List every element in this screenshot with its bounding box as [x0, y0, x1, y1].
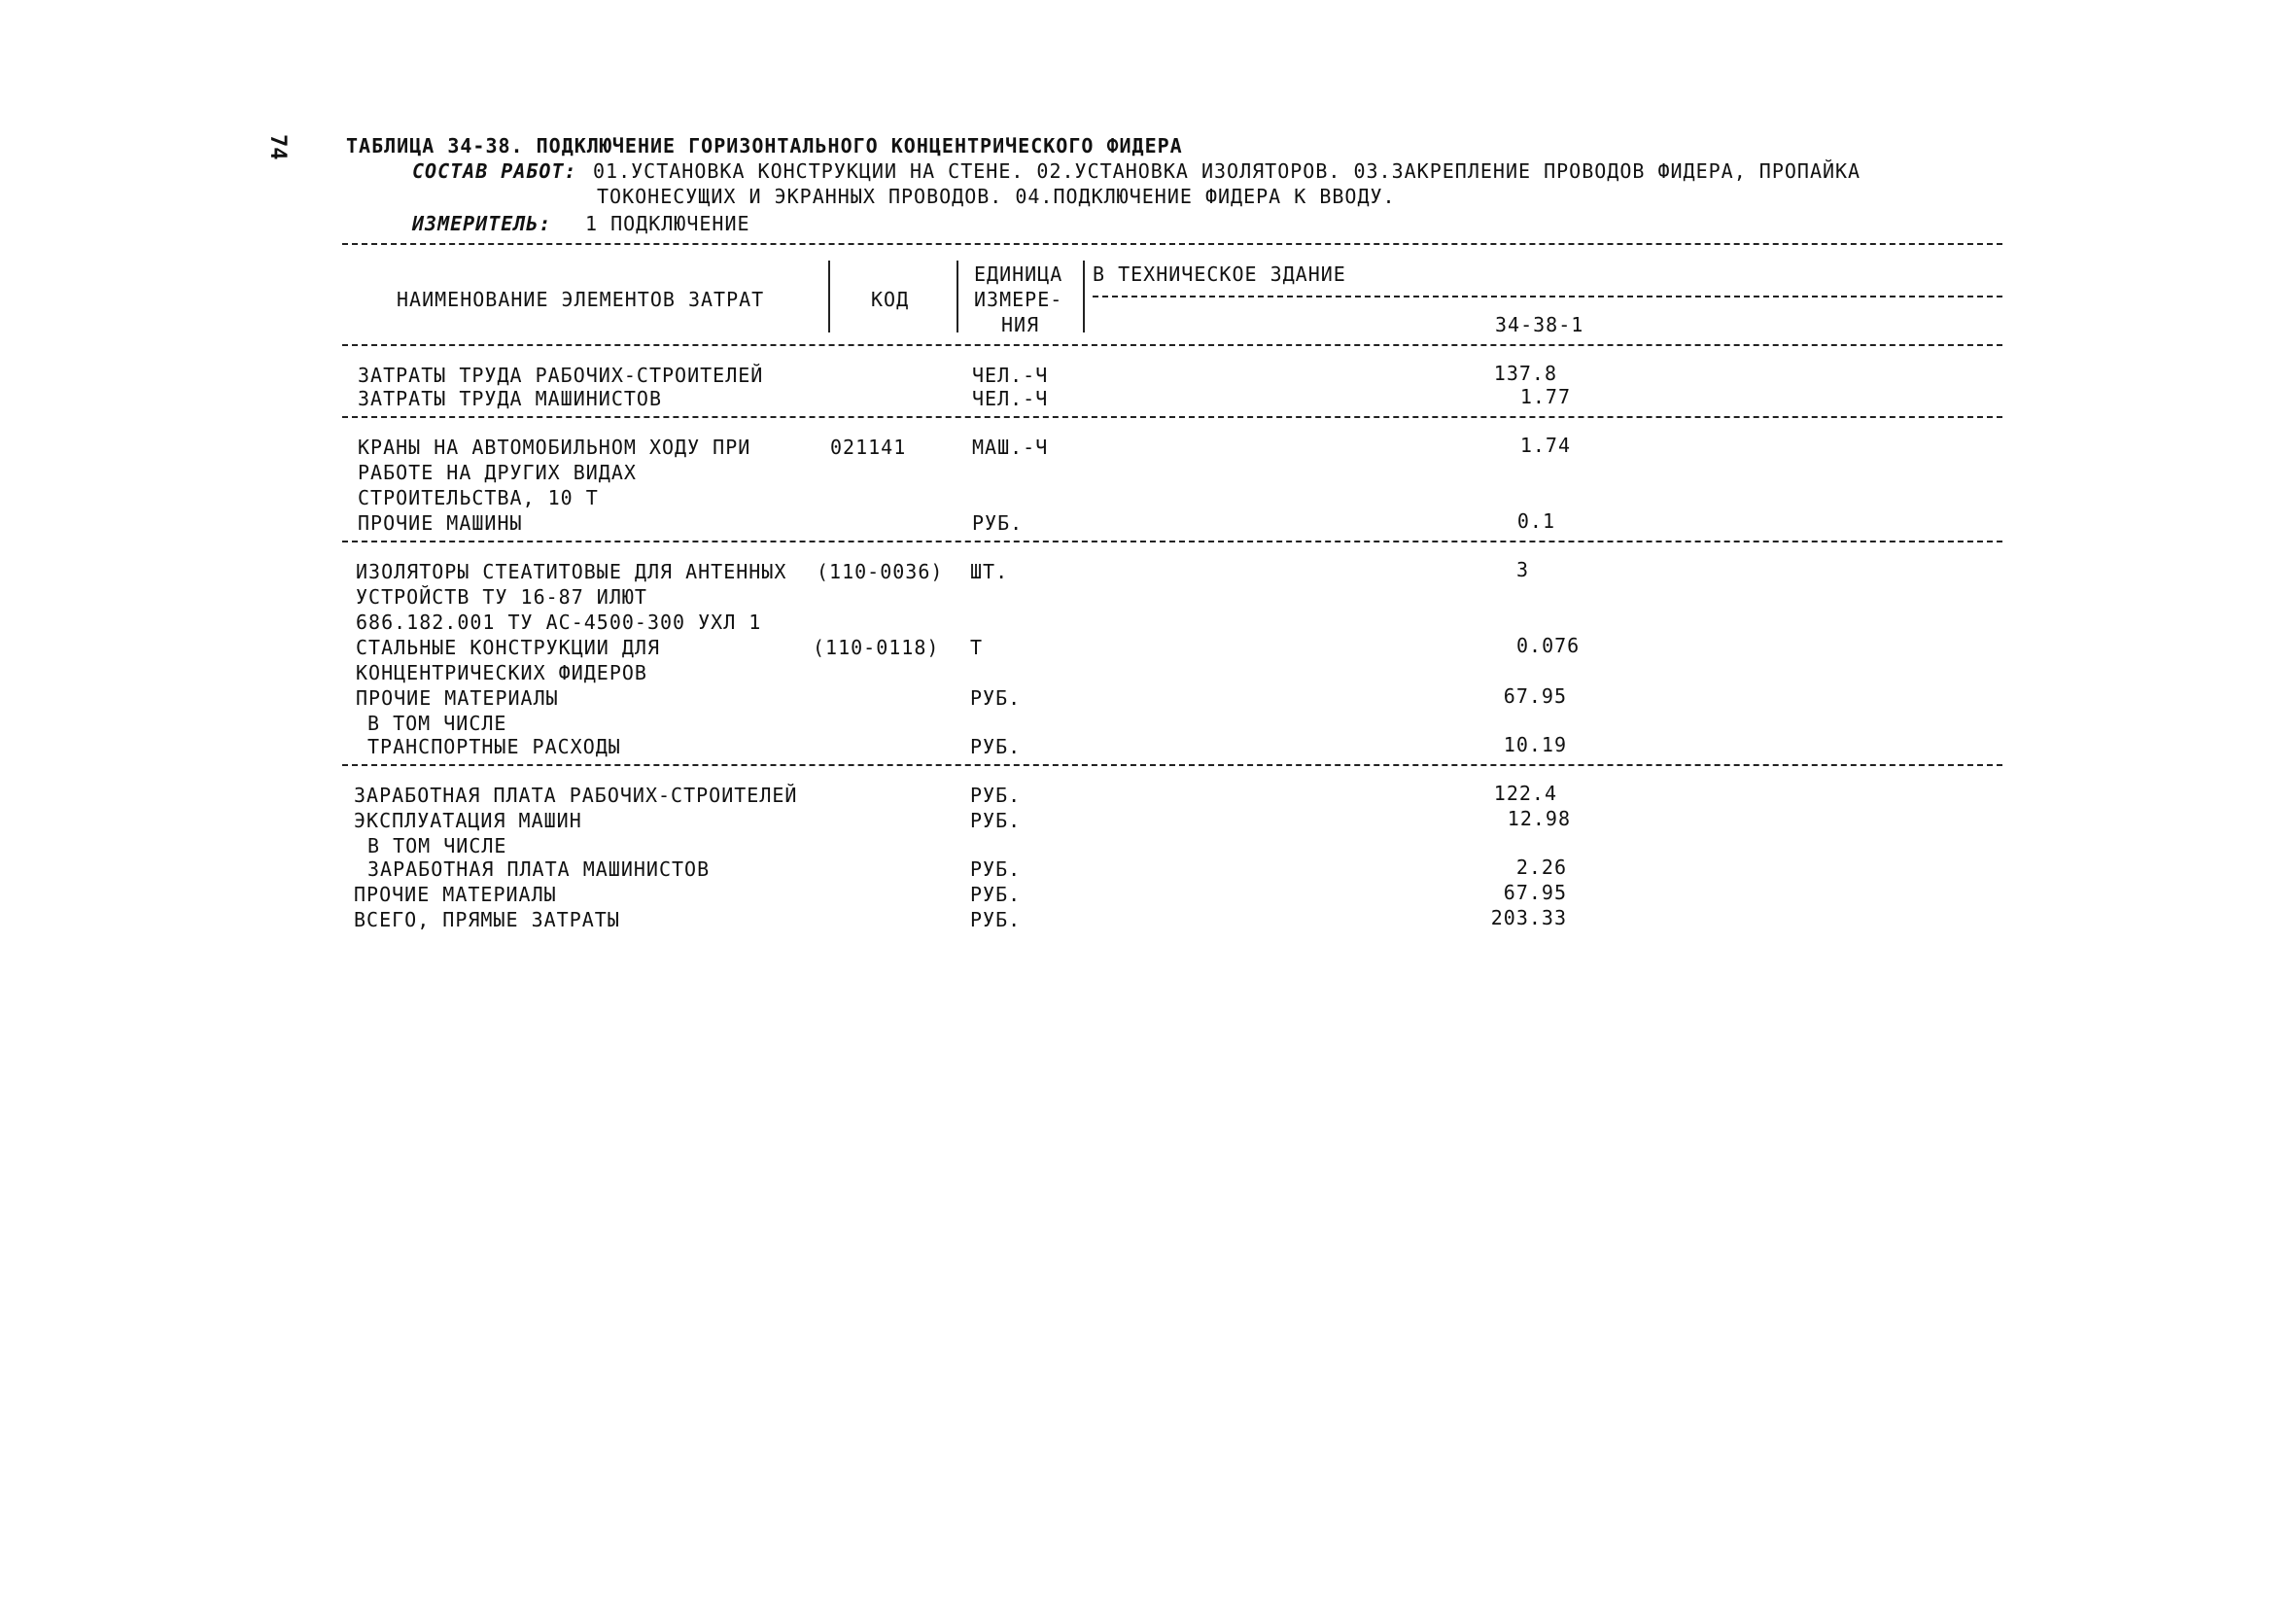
- row-name: ПРОЧИЕ МАТЕРИАЛЫ: [354, 883, 557, 906]
- row-value: 1.77: [1519, 385, 1571, 408]
- row-value: 1.74: [1519, 434, 1571, 457]
- row-unit: ЧЕЛ.-Ч: [972, 364, 1049, 387]
- row-name: ТРАНСПОРТНЫЕ РАСХОДЫ: [367, 735, 621, 758]
- work-composition-line-2: ТОКОНЕСУЩИХ И ЭКРАННЫХ ПРОВОДОВ. 04.ПОДКЛЮЧЕНИЕ ФИДЕРА К ВВОДУ.: [597, 185, 1396, 208]
- header-name: НАИМЕНОВАНИЕ ЭЛЕМЕНТОВ ЗАТРАТ: [397, 288, 765, 311]
- row-value: 12.98: [1507, 807, 1571, 830]
- row-unit: ЧЕЛ.-Ч: [972, 387, 1049, 410]
- header-unit: ИЗМЕРЕ-: [974, 288, 1063, 311]
- section-rule: [342, 764, 2002, 766]
- measure-value: 1 ПОДКЛЮЧЕНИЕ: [585, 212, 750, 235]
- row-name: 686.182.001 ТУ АС-4500-300 УХЛ 1: [356, 611, 762, 634]
- row-code: 021141: [830, 436, 907, 459]
- row-name: ЗАТРАТЫ ТРУДА МАШИНИСТОВ: [358, 387, 662, 410]
- row-unit: РУБ.: [970, 883, 1022, 906]
- row-unit: РУБ.: [970, 809, 1022, 832]
- row-name: ПРОЧИЕ МАТЕРИАЛЫ: [356, 686, 559, 710]
- header-unit: ЕДИНИЦА: [974, 262, 1063, 286]
- header-inner-rule: [1093, 296, 2002, 297]
- row-value: 2.26: [1515, 856, 1567, 879]
- row-unit: РУБ.: [970, 908, 1022, 931]
- row-value: 137.8: [1493, 362, 1557, 385]
- row-name: СТАЛЬНЫЕ КОНСТРУКЦИИ ДЛЯ: [356, 636, 660, 659]
- row-name: ЗАРАБОТНАЯ ПЛАТА РАБОЧИХ-СТРОИТЕЛЕЙ: [354, 784, 798, 807]
- header-separator: [957, 261, 958, 332]
- row-unit: РУБ.: [972, 511, 1024, 535]
- work-composition-line-1: 01.УСТАНОВКА КОНСТРУКЦИИ НА СТЕНЕ. 02.УСТАНОВКА ИЗОЛЯТОРОВ. 03.ЗАКРЕПЛЕНИЕ ПРОВОДОВ ФИДЕРА, ПРОПАЙКА: [593, 159, 1861, 183]
- row-value: 67.95: [1503, 881, 1567, 904]
- table-title: ТАБЛИЦА 34-38. ПОДКЛЮЧЕНИЕ ГОРИЗОНТАЛЬНОГО КОНЦЕНТРИЧЕСКОГО ФИДЕРА: [346, 134, 1183, 157]
- row-value: 0.1: [1516, 509, 1555, 533]
- header-column-code: 34-38-1: [1495, 313, 1584, 336]
- row-name: СТРОИТЕЛЬСТВА, 10 Т: [358, 486, 599, 509]
- row-name: КРАНЫ НА АВТОМОБИЛЬНОМ ХОДУ ПРИ: [358, 436, 751, 459]
- row-name: ВСЕГО, ПРЯМЫЕ ЗАТРАТЫ: [354, 908, 620, 931]
- header-group: В ТЕХНИЧЕСКОЕ ЗДАНИЕ: [1093, 262, 1346, 286]
- header-separator: [828, 261, 830, 332]
- row-name: ЗАРАБОТНАЯ ПЛАТА МАШИНИСТОВ: [367, 857, 711, 881]
- row-value: 67.95: [1503, 684, 1567, 708]
- row-unit: РУБ.: [970, 686, 1022, 710]
- row-name: КОНЦЕНТРИЧЕСКИХ ФИДЕРОВ: [356, 661, 647, 684]
- row-name: УСТРОЙСТВ ТУ 16-87 ИЛЮТ: [356, 585, 647, 609]
- row-value: 203.33: [1490, 906, 1567, 929]
- row-name: ИЗОЛЯТОРЫ СТЕАТИТОВЫЕ ДЛЯ АНТЕННЫХ: [356, 560, 787, 583]
- header-unit: НИЯ: [1001, 313, 1040, 336]
- row-code: (110-0118): [813, 636, 940, 659]
- header-bottom-rule: [342, 344, 2002, 346]
- row-value: 0.076: [1516, 634, 1581, 657]
- table-top-rule: [342, 243, 2002, 245]
- row-unit: Т: [970, 636, 984, 659]
- section-rule: [342, 416, 2002, 418]
- row-name: В ТОМ ЧИСЛЕ: [367, 834, 507, 857]
- row-unit: РУБ.: [970, 735, 1022, 758]
- row-unit: МАШ.-Ч: [972, 436, 1049, 459]
- page-number: 74: [265, 134, 290, 160]
- row-name: ЗАТРАТЫ ТРУДА РАБОЧИХ-СТРОИТЕЛЕЙ: [358, 364, 764, 387]
- row-unit: РУБ.: [970, 857, 1022, 881]
- row-name: РАБОТЕ НА ДРУГИХ ВИДАХ: [358, 461, 637, 484]
- row-value: 3: [1516, 558, 1530, 581]
- row-value: 122.4: [1493, 782, 1557, 805]
- row-value: 10.19: [1503, 733, 1567, 756]
- row-name: В ТОМ ЧИСЛЕ: [367, 712, 507, 735]
- header-separator: [1083, 261, 1085, 332]
- row-name: ПРОЧИЕ МАШИНЫ: [358, 511, 523, 535]
- section-rule: [342, 541, 2002, 542]
- row-unit: РУБ.: [970, 784, 1022, 807]
- work-composition-label: СОСТАВ РАБОТ:: [412, 159, 577, 183]
- row-name: ЭКСПЛУАТАЦИЯ МАШИН: [354, 809, 582, 832]
- measure-label: ИЗМЕРИТЕЛЬ:: [412, 212, 552, 235]
- row-unit: ШТ.: [970, 560, 1009, 583]
- header-code: КОД: [871, 288, 910, 311]
- row-code: (110-0036): [817, 560, 944, 583]
